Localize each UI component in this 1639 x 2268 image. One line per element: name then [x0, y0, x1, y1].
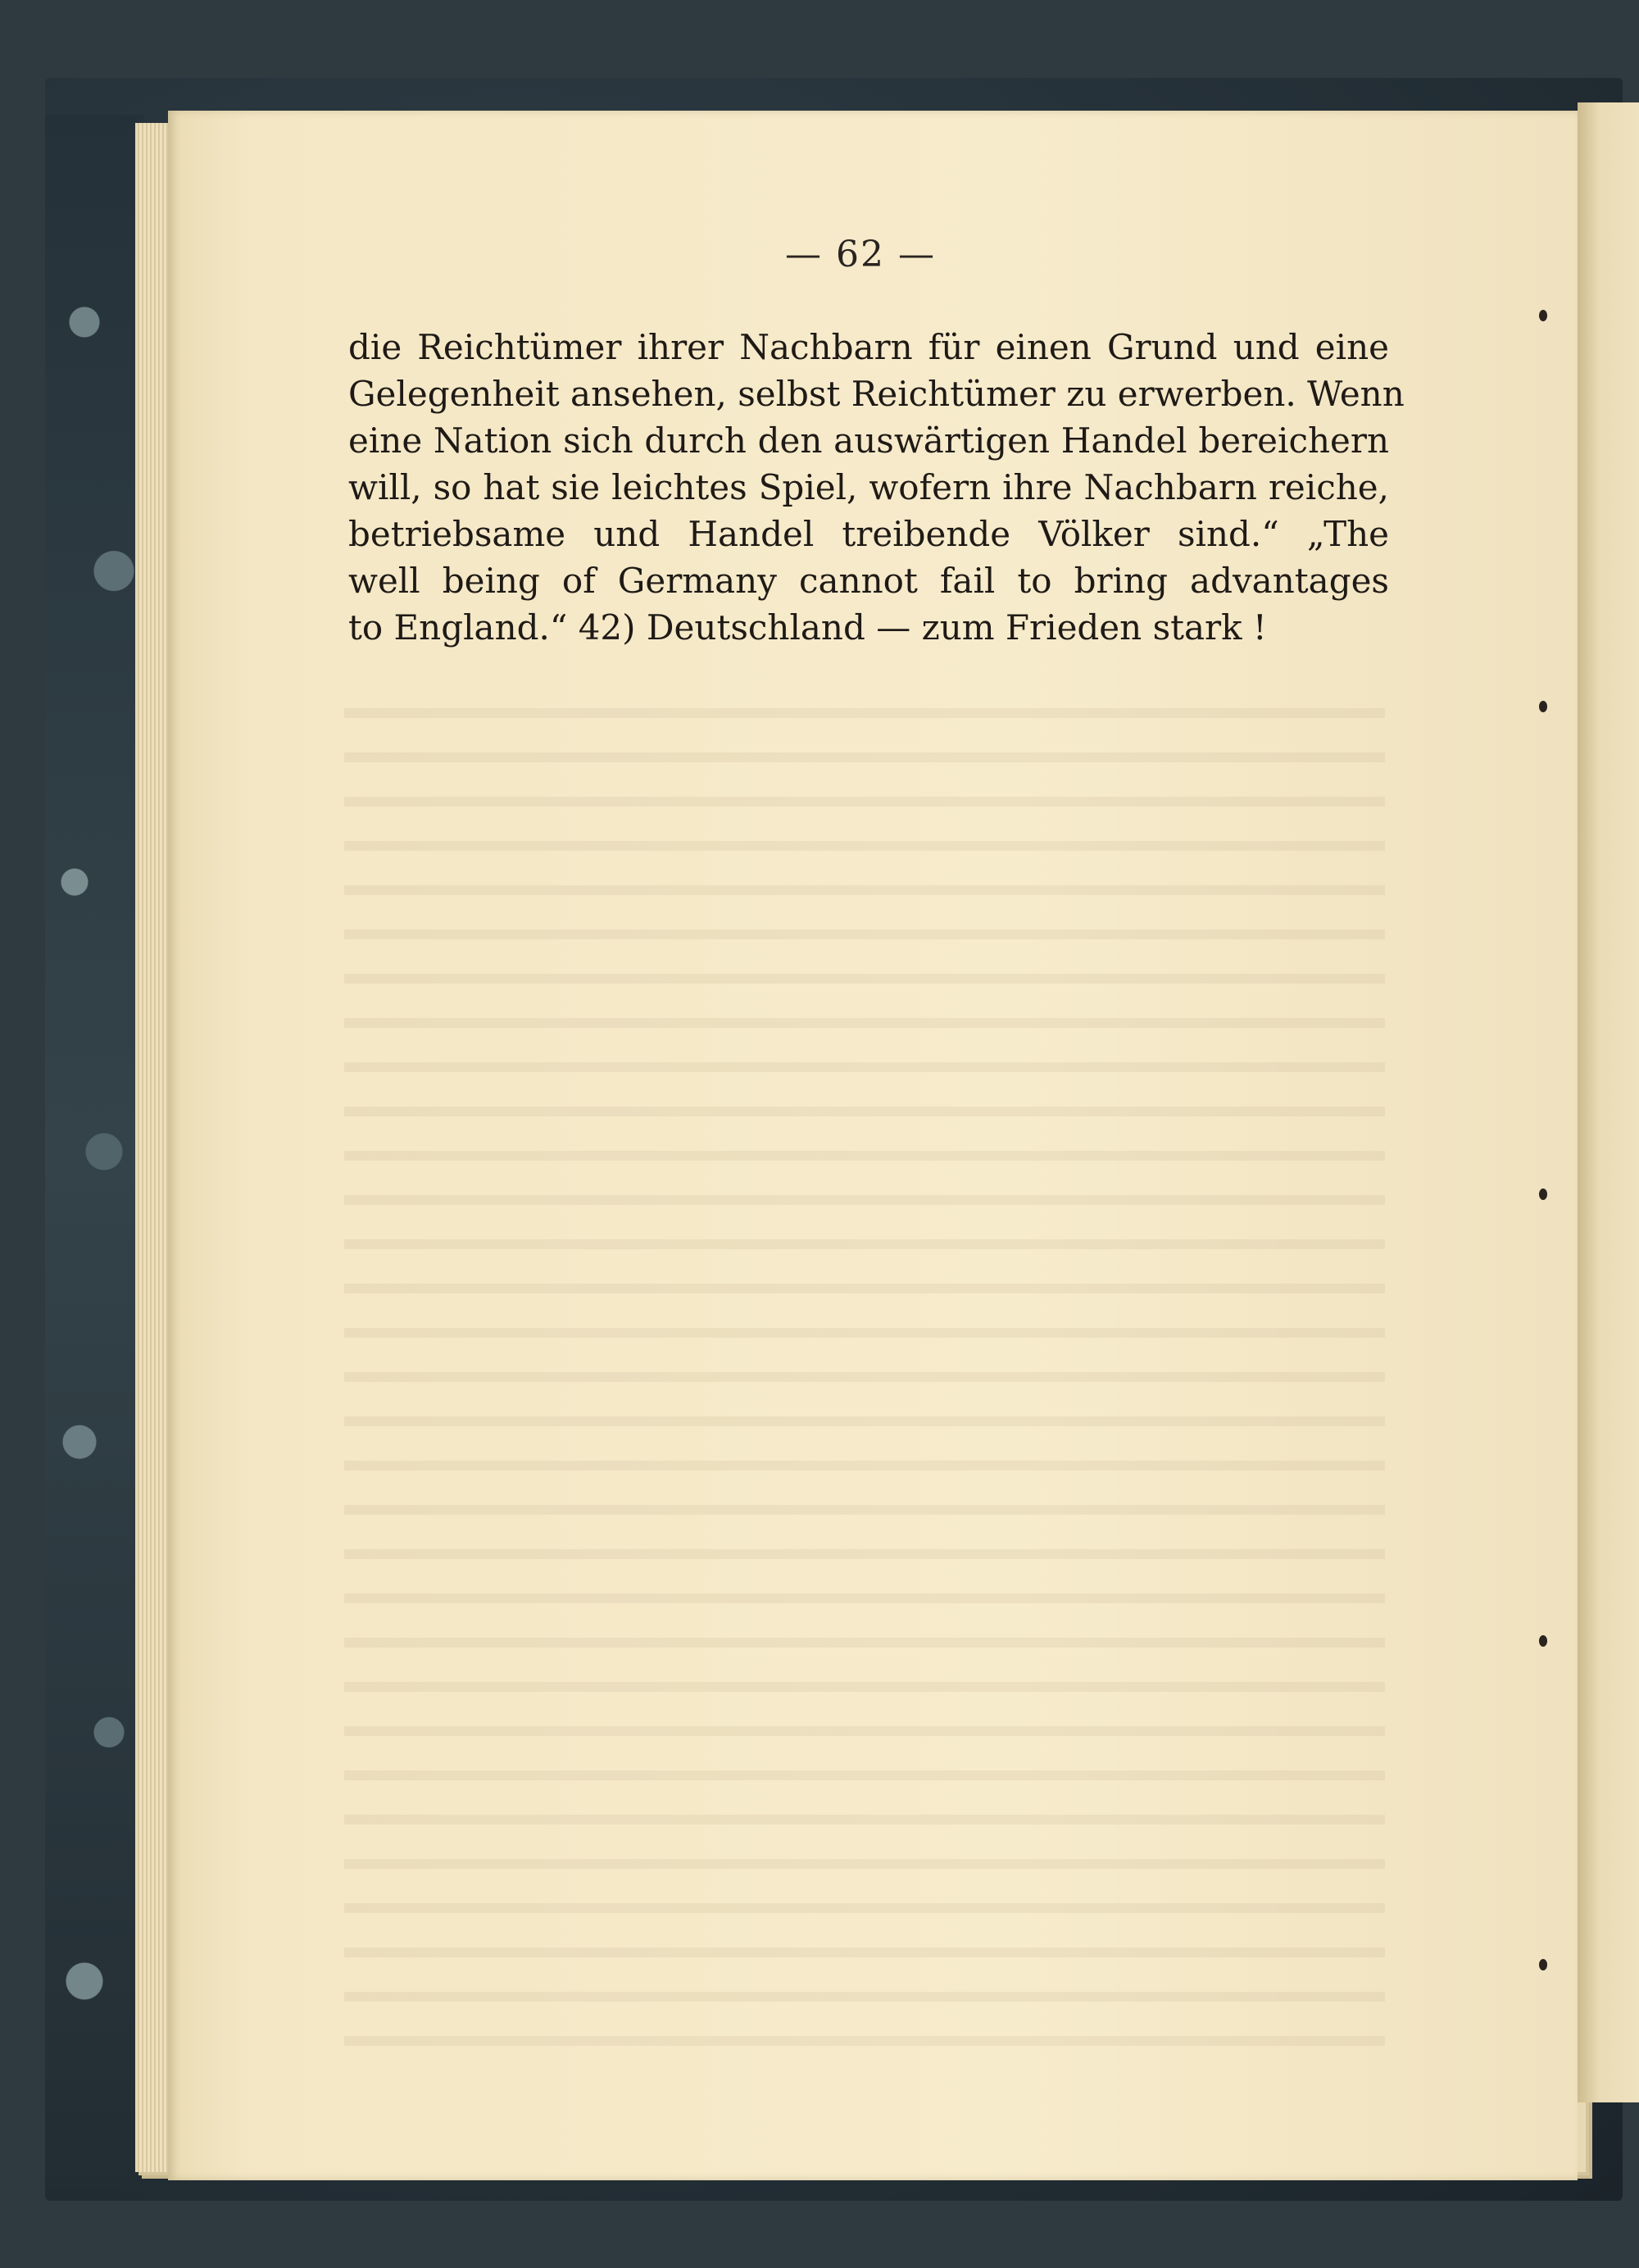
- text-line: to England.“ 42) Deutschland — zum Frieden stark !: [348, 607, 1267, 648]
- body-text: [348, 324, 1405, 651]
- marbled-endpaper: [45, 115, 143, 2188]
- text-line: eine Nation sich durch den auswärtigen Handel bereichern: [348, 420, 1389, 461]
- binding-mark: [1539, 1189, 1547, 1200]
- page-edges: [138, 123, 170, 2172]
- text-line: will, so hat sie leichtes Spiel, wofern ihre Nachbarn reiche,: [348, 467, 1389, 507]
- binding-mark: [1539, 310, 1547, 321]
- binding-mark: [1539, 1635, 1547, 1647]
- page-number: — 62 —: [785, 234, 936, 275]
- text-line: betriebsame und Handel treibende Völker sind.“ „The: [348, 514, 1389, 554]
- binding-mark: [1539, 1959, 1547, 1970]
- text-line: Gelegenheit ansehen, selbst Reichtümer zu erwerben. Wenn: [348, 374, 1405, 414]
- binding-mark: [1539, 701, 1547, 712]
- text-line: die Reichtümer ihrer Nachbarn für einen Grund und eine: [348, 327, 1389, 367]
- text-line: well being of Germany cannot fail to bring advantages: [348, 561, 1389, 601]
- facing-page-edge: [1578, 102, 1639, 2102]
